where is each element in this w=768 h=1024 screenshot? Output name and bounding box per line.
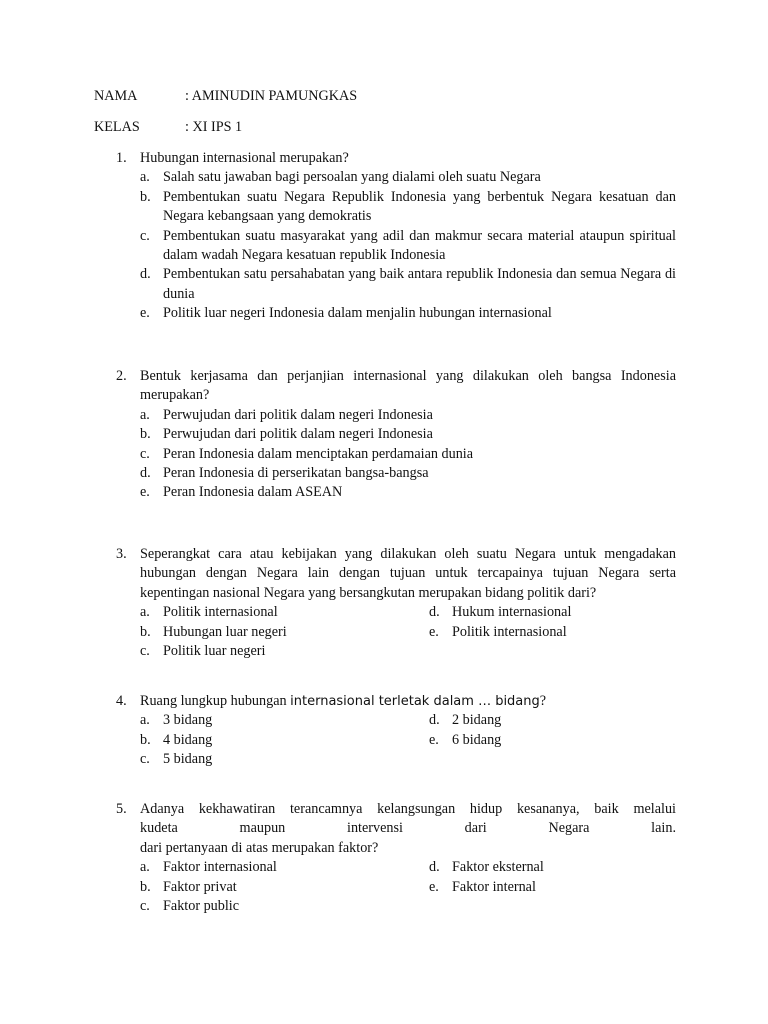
option-text: Salah satu jawaban bagi persoalan yang dialami oleh suatu Negara	[163, 169, 541, 186]
question-text-part: internasional terletak dalam … bidang	[290, 694, 540, 709]
question-1	[116, 149, 676, 324]
option-letter: d.	[429, 712, 440, 729]
name-value: : AMINUDIN PAMUNGKAS	[185, 88, 358, 104]
question-text: Seperangkat cara atau kebijakan yang dilakukan oleh suatu Negara untuk mengadakan hubungan dengan Negara lain dengan tujuan untuk tercapainya tujuan Negara serta kepentingan nasional Negara yang bersangkutan merupakan bidang politik dari?	[140, 546, 676, 601]
option-text: Faktor eksternal	[452, 859, 544, 876]
option-d	[429, 711, 676, 730]
option-list	[140, 168, 676, 323]
option-text: Politik internasional	[452, 623, 567, 640]
option-letter: b.	[140, 623, 151, 640]
option-text: 3 bidang	[163, 712, 213, 729]
option-text: Hubungan luar negeri	[163, 623, 287, 640]
question-text-line-3: dari pertanyaan di atas merupakan faktor?	[140, 839, 379, 856]
option-text: Politik luar negeri Indonesia dalam menjalin hubungan internasional	[163, 305, 552, 322]
option-c	[140, 227, 676, 266]
question-number: 2.	[116, 368, 127, 384]
option-letter: e.	[140, 484, 150, 501]
option-letter: e.	[429, 731, 439, 748]
option-c	[140, 642, 429, 661]
question-text-part: ?	[539, 693, 547, 709]
option-letter: d.	[429, 604, 440, 621]
question-text	[140, 692, 676, 711]
option-letter: d.	[429, 859, 440, 876]
option-d	[140, 265, 676, 304]
option-text: 2 bidang	[452, 712, 502, 729]
option-text: Pembentukan satu persahabatan yang baik antara republik Indonesia dan semua Negara di dunia	[163, 266, 676, 302]
option-letter: c.	[140, 898, 150, 915]
option-d	[429, 603, 676, 622]
option-letter: d.	[140, 266, 151, 283]
option-letter: a.	[140, 406, 150, 423]
option-e	[429, 731, 676, 750]
option-letter: b.	[140, 188, 151, 205]
option-letter: c.	[140, 751, 150, 768]
name-label: NAMA	[94, 88, 138, 104]
option-text: Perwujudan dari politik dalam negeri Indonesia	[163, 426, 433, 443]
option-text: Politik internasional	[163, 604, 278, 621]
option-letter: a.	[140, 169, 150, 186]
question-number: 4.	[116, 693, 127, 709]
option-a	[140, 858, 429, 877]
question-number: 3.	[116, 546, 127, 562]
option-a	[140, 168, 676, 187]
option-letter: a.	[140, 712, 150, 729]
option-text: Faktor internal	[452, 878, 536, 895]
option-e	[429, 878, 676, 897]
option-letter: c.	[140, 445, 150, 462]
option-b	[140, 425, 676, 444]
option-text: 5 bidang	[163, 751, 213, 768]
option-grid	[140, 711, 676, 769]
option-b	[140, 188, 676, 227]
option-letter: b.	[140, 731, 151, 748]
option-b	[140, 731, 429, 750]
option-a	[140, 406, 676, 425]
option-a	[140, 603, 429, 622]
question-4	[116, 692, 676, 770]
option-text: Politik luar negeri	[163, 643, 266, 660]
option-letter: c.	[140, 227, 150, 244]
option-text: Perwujudan dari politik dalam negeri Indonesia	[163, 406, 433, 423]
question-text-part: Ruang lungkup hubungan	[140, 693, 291, 709]
option-c	[140, 750, 429, 769]
option-a	[140, 711, 429, 730]
option-c	[140, 897, 429, 916]
option-text: Hukum internasional	[452, 604, 572, 621]
option-e	[429, 623, 676, 642]
option-text: Pembentukan suatu Negara Republik Indonesia yang berbentuk Negara kesatuan dan Negara kebangsaan yang demokratis	[163, 188, 676, 225]
question-text-line-2: kudeta maupun intervensi dari Negara lain.	[140, 820, 676, 837]
option-b	[140, 878, 429, 897]
option-letter: e.	[429, 878, 439, 895]
question-3	[116, 545, 676, 661]
option-text: Peran Indonesia dalam menciptakan perdamaian dunia	[163, 445, 474, 462]
question-text: Hubungan internasional merupakan?	[140, 150, 349, 166]
option-text: 6 bidang	[452, 731, 502, 748]
question-number: 1.	[116, 150, 127, 166]
option-text: Faktor internasional	[163, 859, 277, 876]
option-letter: b.	[140, 426, 151, 443]
class-value: : XI IPS 1	[185, 119, 243, 135]
option-text: Pembentukan suatu masyarakat yang adil dan makmur secara material ataupun spiritual dalam wadah Negara kesatuan republik Indonesia	[163, 227, 676, 264]
option-letter: a.	[140, 604, 150, 621]
option-letter: d.	[140, 465, 151, 482]
question-2	[116, 367, 676, 503]
option-list	[140, 406, 676, 503]
option-text: 4 bidang	[163, 731, 213, 748]
option-e	[140, 304, 676, 323]
option-letter: e.	[429, 623, 439, 640]
question-5	[116, 800, 676, 916]
option-b	[140, 623, 429, 642]
option-text: Peran Indonesia di perserikatan bangsa-bangsa	[163, 465, 429, 482]
option-letter: a.	[140, 859, 150, 876]
question-number: 5.	[116, 801, 127, 817]
option-letter: c.	[140, 643, 150, 660]
option-grid	[140, 858, 676, 916]
option-e	[140, 483, 676, 502]
option-c	[140, 445, 676, 464]
option-grid	[140, 603, 676, 661]
option-letter: e.	[140, 305, 150, 322]
option-text: Faktor privat	[163, 878, 237, 895]
option-d	[429, 858, 676, 877]
option-text: Faktor public	[163, 898, 240, 915]
question-text-line-1: Adanya kekhawatiran terancamnya kelangsungan hidup kesananya, baik melalui	[140, 801, 676, 817]
question-text: Bentuk kerjasama dan perjanjian internasional yang dilakukan oleh bangsa Indonesia merupakan?	[140, 368, 676, 404]
class-label: KELAS	[94, 119, 140, 135]
option-letter: b.	[140, 878, 151, 895]
option-d	[140, 464, 676, 483]
option-text: Peran Indonesia dalam ASEAN	[163, 484, 343, 501]
